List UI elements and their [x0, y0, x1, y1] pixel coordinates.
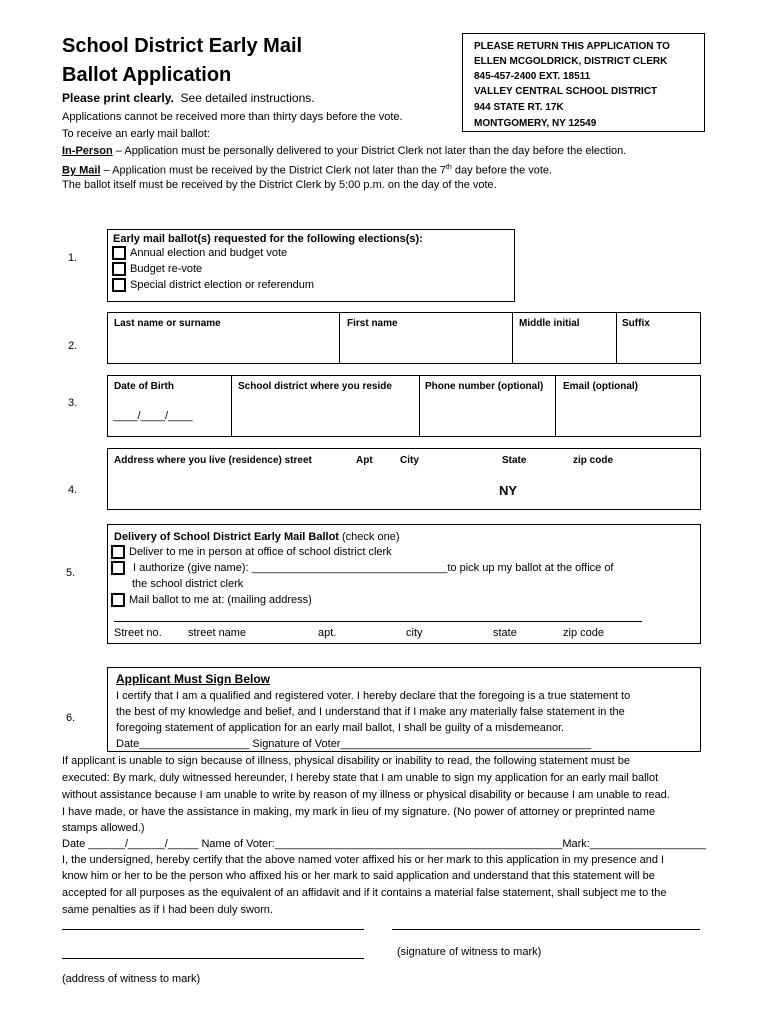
section1-box	[107, 229, 515, 302]
school-district-label: School district where you reside	[238, 381, 392, 392]
return-line: ELLEN MCGOLDRICK, DISTRICT CLERK	[474, 56, 668, 67]
election-option[interactable]: Special district election or referendum	[112, 278, 314, 292]
delivery-box	[107, 524, 701, 644]
delivery-option-authorize-cont: the school district clerk	[132, 578, 244, 590]
mark-date-name-line[interactable]: Date ______/______/_____ Name of Voter:_______________________________________________Mark:___________________	[62, 838, 707, 850]
date-signature-line[interactable]: Date__________________ Signature of Voter_________________________________________	[116, 738, 592, 750]
signature-box	[107, 667, 701, 752]
section-number: 4.	[68, 484, 78, 496]
form-title-line2: Ballot Application	[62, 64, 232, 86]
witness-address-label: (address of witness to mark)	[62, 973, 201, 985]
sign-heading: Applicant Must Sign Below	[116, 672, 271, 686]
phone-label: Phone number (optional)	[425, 381, 544, 392]
zip-label: zip code	[573, 455, 614, 466]
intro-line: The ballot itself must be received by the District Clerk by 5:00 p.m. on the day of the vote.	[62, 179, 497, 191]
addr-state-label: state	[493, 627, 517, 639]
form-title-line1: School District Early Mail	[62, 35, 303, 57]
section-number: 1.	[68, 252, 78, 264]
delivery-option-authorize[interactable]: I authorize (give name): ________________________________to pick up my ballot at the office of	[111, 561, 614, 575]
mark-line: without assistance because I am unable to write by reason of my illness or physical disability or because I am unable to read.	[62, 789, 670, 801]
see-instructions: See detailed instructions.	[180, 91, 315, 105]
witness-line: accepted for all purposes as the equivalent of an affidavit and if it contains a material false statement, shall subject me to the	[62, 887, 667, 899]
addr-city-label: city	[406, 627, 423, 639]
return-line: 845-457-2400 EXT. 18511	[474, 71, 591, 82]
checkbox-icon[interactable]	[112, 262, 126, 276]
dob-label: Date of Birth	[114, 381, 174, 392]
return-line: VALLEY CENTRAL SCHOOL DISTRICT	[474, 86, 658, 97]
checkbox-icon[interactable]	[111, 593, 125, 607]
certify-line: the best of my knowledge and belief, and I understand that if I make any materially false statement in the	[116, 706, 625, 718]
last-name-label: Last name or surname	[114, 318, 221, 329]
city-label: City	[400, 455, 419, 466]
street-label: Address where you live (residence) street	[114, 455, 312, 466]
election-option[interactable]: Budget re-vote	[112, 262, 202, 276]
mark-line: stamps allowed.)	[62, 822, 145, 834]
state-label: State	[502, 455, 527, 466]
mark-line: executed: By mark, duly witnessed hereunder, I hereby state that I am unable to sign my application for an early mail ballot	[62, 772, 659, 784]
residence-address-box[interactable]	[107, 448, 701, 510]
by-mail-line: By Mail – Application must be received by the District Clerk not later than the 7th day before the vote.	[62, 164, 553, 177]
certify-line: foregoing statement of application for an early mail ballot, I shall be guilty of a misdemeanor.	[116, 722, 565, 734]
middle-initial-label: Middle initial	[519, 318, 580, 329]
checkbox-icon[interactable]	[112, 278, 126, 292]
intro-line: Applications cannot be received more than thirty days before the vote.	[62, 111, 403, 123]
addr-zip-label: zip code	[563, 627, 604, 639]
addr-street-name-label: street name	[188, 627, 247, 639]
section-number: 5.	[66, 567, 76, 579]
print-clearly: Please print clearly.	[62, 91, 174, 105]
section-number: 2.	[68, 340, 78, 352]
first-name-label: First name	[347, 318, 398, 329]
state-value: NY	[499, 483, 518, 498]
section-number: 6.	[66, 712, 76, 724]
section-number: 3.	[68, 397, 78, 409]
suffix-label: Suffix	[622, 318, 650, 329]
dob-blank: ____/____/____	[113, 410, 193, 422]
witness-blank-line[interactable]	[62, 929, 364, 930]
delivery-option-in-person[interactable]: Deliver to me in person at office of school district clerk	[111, 545, 392, 559]
name-fields-box[interactable]	[107, 312, 701, 364]
delivery-option-mail[interactable]: Mail ballot to me at: (mailing address)	[111, 593, 312, 607]
witness-line: know him or her to be the person who affixed his or her mark to said application and understand that this statement will be	[62, 870, 655, 882]
checkbox-icon[interactable]	[111, 545, 125, 559]
in-person-label: In-Person	[62, 145, 113, 157]
in-person-line: In-Person – Application must be personally delivered to your District Clerk not later than the day before the election.	[62, 145, 627, 157]
checkbox-icon[interactable]	[111, 561, 125, 575]
delivery-heading: Delivery of School District Early Mail Ballot (check one)	[114, 531, 400, 543]
return-line: PLEASE RETURN THIS APPLICATION TO	[474, 41, 670, 52]
witness-signature-label: (signature of witness to mark)	[397, 946, 542, 958]
mark-line: If applicant is unable to sign because of illness, physical disability or inability to read, the following statement must be	[62, 755, 631, 767]
witness-line: I, the undersigned, hereby certify that the above named voter affixed his or her mark to this application in my presence and I	[62, 854, 665, 866]
witness-blank-line[interactable]	[392, 929, 700, 930]
return-address-box	[462, 33, 705, 132]
email-label: Email (optional)	[563, 381, 638, 392]
checkbox-icon[interactable]	[112, 246, 126, 260]
witness-blank-line[interactable]	[62, 958, 364, 959]
addr-apt-label: apt.	[318, 627, 337, 639]
mailing-address-line[interactable]	[114, 621, 642, 622]
print-note	[62, 91, 315, 106]
return-line: MONTGOMERY, NY 12549	[474, 118, 597, 129]
mark-line: I have made, or have the assistance in making, my mark in lieu of my signature. (No power of attorney or preprinted name	[62, 806, 656, 818]
addr-street-no-label: Street no.	[114, 627, 162, 639]
election-option[interactable]: Annual election and budget vote	[112, 246, 287, 260]
witness-line: same penalties as if I had been duly sworn.	[62, 904, 273, 916]
apt-label: Apt	[356, 455, 373, 466]
dob-fields-box[interactable]	[107, 375, 701, 437]
return-line: 944 STATE RT. 17K	[474, 102, 564, 113]
section1-heading: Early mail ballot(s) requested for the following elections(s):	[113, 233, 423, 245]
intro-line: To receive an early mail ballot:	[62, 128, 210, 140]
by-mail-label: By Mail	[62, 164, 101, 177]
certify-line: I certify that I am a qualified and registered voter. I hereby declare that the foregoing is a true statement to	[116, 690, 631, 702]
